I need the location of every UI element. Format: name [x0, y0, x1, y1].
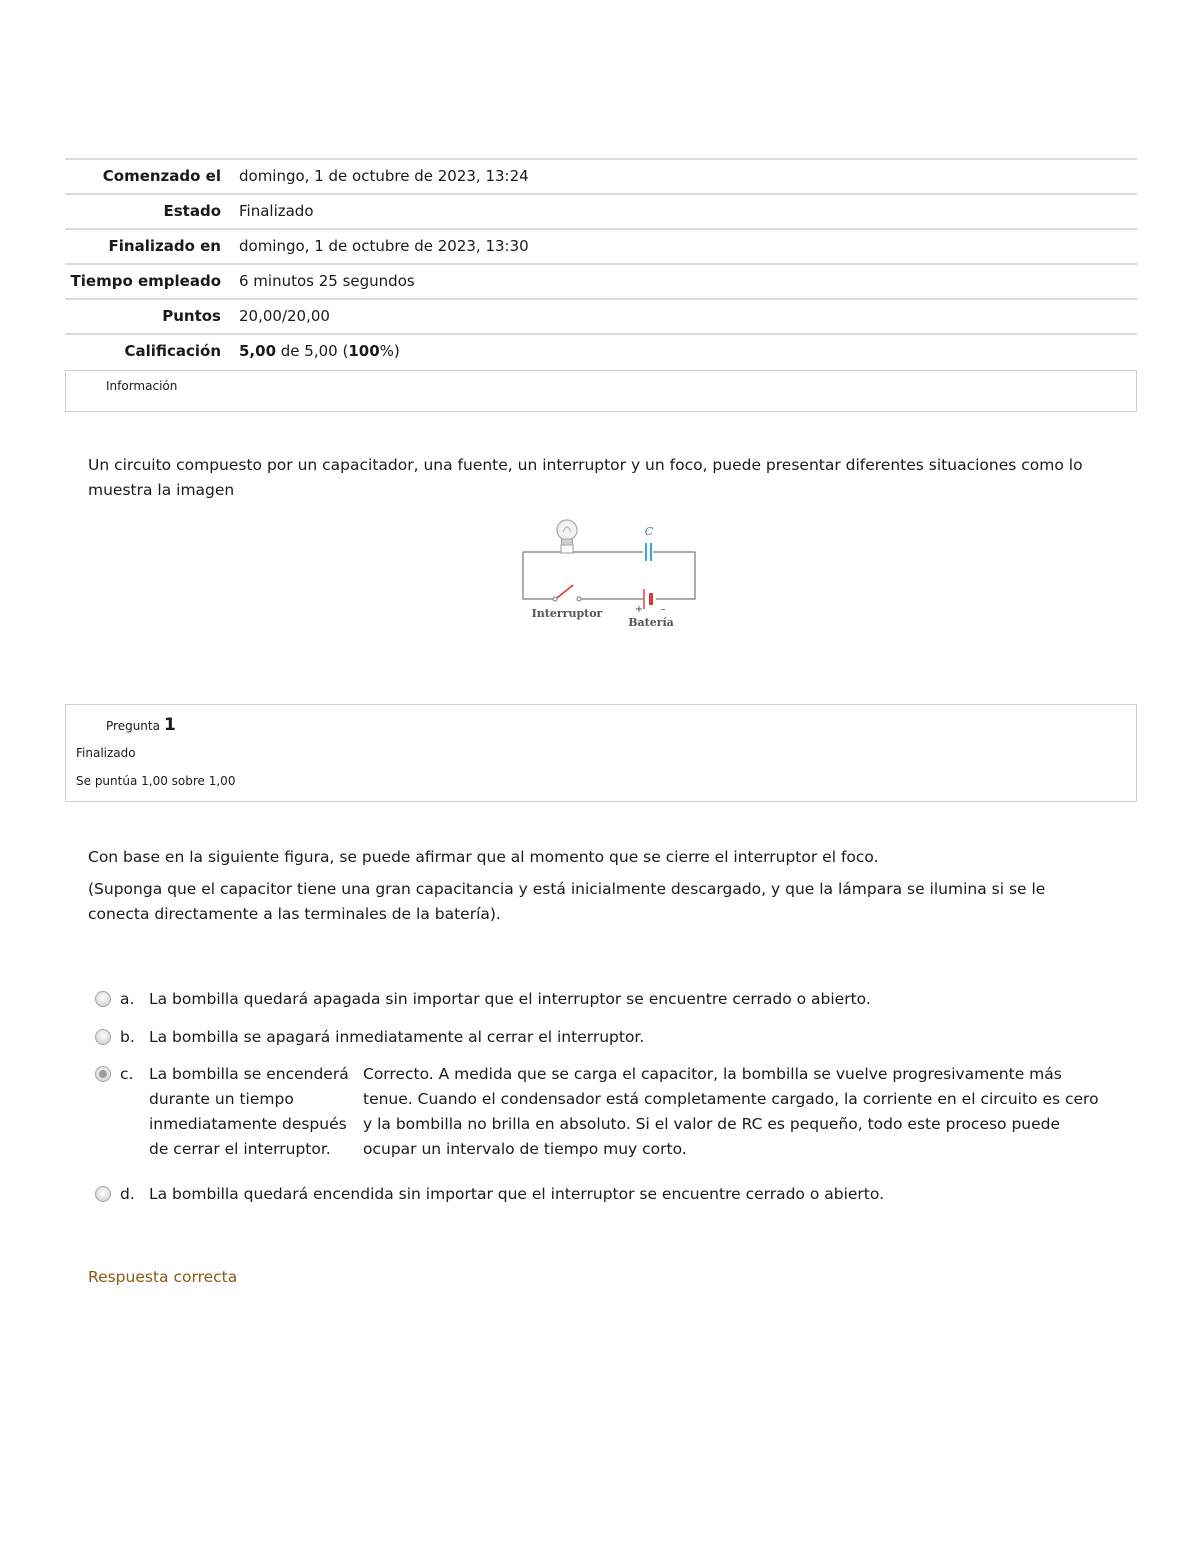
summary-value: domingo, 1 de octubre de 2023, 13:24 — [239, 159, 1137, 194]
summary-value: 20,00/20,00 — [239, 299, 1137, 334]
grade-value — [239, 334, 1137, 368]
summary-label: Calificación — [65, 334, 239, 368]
option-feedback: Correcto. A medida que se carga el capacitor, la bombilla se vuelve progresivamente más tenue. Cuando el condensador está completamente cargado, la corriente en el circuito es cero y la bombilla no brilla en absoluto. Si el valor de RC es pequeño, todo este proceso puede ocupar un intervalo de tiempo muy corto. — [363, 1065, 1099, 1158]
summary-row-points — [65, 299, 1137, 334]
circuit-wire-left — [523, 552, 553, 599]
information-title: Información — [106, 379, 178, 393]
question-title — [106, 715, 176, 735]
battery-label: Batería — [628, 616, 674, 629]
summary-value: domingo, 1 de octubre de 2023, 13:30 — [239, 229, 1137, 264]
summary-value: 6 minutos 25 segundos — [239, 264, 1137, 299]
question-info-box — [65, 704, 1137, 802]
option-letter: a. — [120, 990, 135, 1008]
switch-icon — [553, 585, 581, 601]
radio-button[interactable] — [95, 1029, 111, 1045]
battery-minus-label: – — [660, 604, 666, 615]
option-text: La bombilla quedará encendida sin importar que el interruptor se encuentre cerrado o abierto. — [149, 1185, 885, 1203]
summary-label: Comenzado el — [65, 159, 239, 194]
radio-button-selected[interactable] — [95, 1066, 111, 1082]
summary-row-started — [65, 159, 1137, 194]
question-label: Pregunta — [106, 719, 160, 733]
information-box — [65, 370, 1137, 412]
summary-label: Tiempo empleado — [65, 264, 239, 299]
option-letter: b. — [120, 1028, 135, 1046]
question-score: Se puntúa 1,00 sobre 1,00 — [76, 774, 236, 788]
question-note: (Suponga que el capacitor tiene una gran capacitancia y está inicialmente descargado, y que la lámpara se ilumina si se le conecta directamente a las terminales de la batería). — [88, 880, 1046, 923]
grade-score: 5,00 — [239, 342, 277, 360]
question-prompt: Con base en la siguiente figura, se puede afirmar que al momento que se cierre el interruptor el foco. — [88, 848, 879, 866]
radio-button[interactable] — [95, 991, 111, 1007]
battery-icon — [644, 589, 653, 609]
summary-row-state — [65, 194, 1137, 229]
summary-row-grade — [65, 334, 1137, 368]
battery-plus-label: + — [634, 604, 644, 615]
capacitor-icon — [643, 543, 653, 561]
grade-max: de 5,00 ( — [276, 342, 349, 360]
summary-label: Estado — [65, 194, 239, 229]
attempt-summary-table — [65, 158, 1137, 368]
grade-percent: 100 — [348, 342, 380, 360]
option-text: La bombilla se apagará inmediatamente al cerrar el interruptor. — [149, 1028, 645, 1046]
circuit-wire-top — [523, 552, 695, 599]
option-letter: d. — [120, 1185, 135, 1203]
summary-label: Puntos — [65, 299, 239, 334]
circuit-diagram — [515, 515, 705, 635]
option-text: La bombilla se encenderá durante un tiempo inmediatamente después de cerrar el interruptor. — [149, 1065, 349, 1158]
answer-result: Respuesta correcta — [88, 1268, 238, 1286]
summary-row-time — [65, 264, 1137, 299]
lightbulb-icon — [557, 520, 577, 553]
summary-label: Finalizado en — [65, 229, 239, 264]
question-number: 1 — [163, 715, 176, 735]
summary-value: Finalizado — [239, 194, 1137, 229]
question-state: Finalizado — [76, 746, 136, 760]
radio-button[interactable] — [95, 1186, 111, 1202]
information-text: Un circuito compuesto por un capacitador, una fuente, un interruptor y un foco, puede presentar diferentes situaciones como lo muestra la imagen — [88, 456, 1083, 499]
option-letter: c. — [120, 1065, 134, 1083]
summary-row-finished — [65, 229, 1137, 264]
switch-label: Interruptor — [531, 607, 603, 620]
option-text: La bombilla quedará apagada sin importar que el interruptor se encuentre cerrado o abierto. — [149, 990, 871, 1008]
grade-percent-close: %) — [379, 342, 400, 360]
capacitor-label: C — [644, 525, 654, 538]
